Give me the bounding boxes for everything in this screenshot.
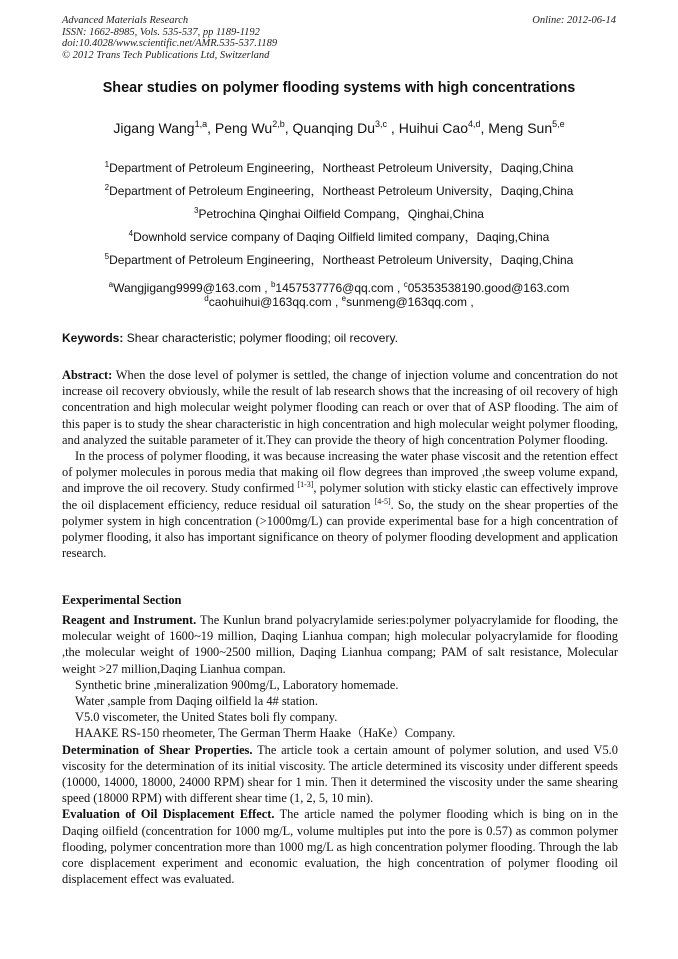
keywords: [62, 331, 618, 345]
body-paragraph: [62, 806, 618, 887]
email-address: caohuihui@163qq.com ,: [208, 295, 342, 309]
author-sup: 2,b: [272, 119, 285, 129]
author-list: [0, 120, 678, 136]
online-date: Online: 2012-06-14: [532, 15, 616, 26]
affiliation: [0, 228, 678, 245]
doi-line: doi:10.4028/www.scientific.net/AMR.535-537.1189: [62, 38, 278, 49]
body-paragraph: [62, 742, 618, 807]
abstract-paragraph: [62, 367, 618, 448]
abstract-text: . So, the study on the shear properties of the polymer system in high concentration (>1000mg/L) can provide experimental base for a high concentration of polymer flooding, it also has important significance on theory of polymer flooding development and application research.: [62, 497, 618, 561]
citation: [4-5]: [374, 496, 391, 506]
author-name: Meng Sun: [488, 120, 553, 136]
affiliation-text: Downhold service company of Daqing Oilfield limited company，Daqing,China: [133, 230, 550, 244]
affiliation-sup: 2: [104, 183, 110, 192]
issn-line: ISSN: 1662-8985, Vols. 535-537, pp 1189-1192: [62, 26, 260, 38]
author-sup: 5,e: [552, 119, 565, 129]
author-name: Quanqing Du: [292, 120, 376, 136]
email-sup: c: [403, 280, 408, 289]
abstract-paragraph: [62, 448, 618, 561]
affiliation-text: Department of Petroleum Engineering，Northeast Petroleum University，Daqing,China: [109, 253, 574, 267]
email-line: [0, 281, 678, 295]
experimental-section: [62, 612, 618, 887]
body-paragraph: [62, 612, 618, 677]
keywords-label: Keywords:: [62, 331, 124, 345]
subsection-label: Reagent and Instrument.: [62, 613, 197, 627]
abstract-label: Abstract:: [62, 368, 113, 382]
abstract-text: , polymer solution with sticky elastic can effectively improve the oil displacement efficiency, reduce residual oil saturation: [62, 481, 618, 512]
author-sep: ,: [284, 120, 293, 136]
list-item: HAAKE RS-150 rheometer, The German Therm Haake（HaKe）Company.: [75, 726, 456, 741]
email-address: 1457537776@qq.com ,: [275, 281, 404, 295]
affiliation-sup: 1: [104, 160, 110, 169]
abstract-text: When the dose level of polymer is settled, the change of injection volume and concentration do not increase oil recovery obviously, while the result of lab research shows that the increasing of oil recovery of high concentration and high molecular weight polymer flooding can reach or over that of ASP flooding. The aim of this paper is to study the shear characteristic in high concentration and high molecular weight polymer flooding, and analyzed the suitable parameter of it.They can provide the theory of high concentration Polymer flooding.: [62, 368, 618, 447]
author-name: Huihui Cao: [398, 120, 468, 136]
citation: [1-3]: [297, 480, 314, 490]
list-item: V5.0 viscometer, the United States boli fly company.: [75, 710, 338, 725]
affiliation-sup: 4: [128, 229, 134, 238]
affiliation-text: Department of Petroleum Engineering，Northeast Petroleum University，Daqing,China: [109, 184, 574, 198]
author-name: Jigang Wang: [113, 120, 195, 136]
list-item: Water ,sample from Daqing oilfield la 4# station.: [75, 694, 318, 709]
copyright-line: © 2012 Trans Tech Publications Ltd, Switzerland: [62, 49, 270, 61]
author-sep: ,: [387, 120, 399, 136]
author-sup: 4,d: [467, 119, 481, 129]
body-text: The article took a certain amount of polymer solution, and used V5.0 viscosity for the determination of its initial viscosity. The article determined its viscosity under different speeds (10000, 14000, 18000, 24000 RPM) shear for 1 min. Then it determined the viscosity under the same shearing speed (18000 RPM) with different shear time (1, 2, 5, 10 min).: [62, 742, 618, 806]
abstract-text: In the process of polymer flooding, it was because increasing the water phase viscosit and the retention effect of polymer molecules in porous media that making oil flow degrees than improved ,the sweep volume expand, and improve the oil recovery. Study confirmed: [62, 449, 618, 496]
affiliation-sup: 5: [104, 252, 110, 261]
affiliation: [0, 205, 678, 222]
email-sup: a: [108, 280, 114, 289]
journal-header: [62, 15, 618, 61]
keywords-text: Shear characteristic; polymer flooding; oil recovery.: [123, 331, 398, 345]
affiliation: [0, 251, 678, 268]
affiliation: [0, 182, 678, 199]
email-line: [0, 295, 678, 309]
affiliation-text: Petrochina Qinghai Oilfield Compang，Qinghai,China: [198, 207, 484, 221]
email-sup: b: [270, 280, 276, 289]
email-sup: d: [204, 294, 209, 303]
body-text: The Kunlun brand polyacrylamide series:polymer polyacrylamide for flooding, the molecular weight of 1600~19 million, Daqing Lianhua compan; high molecular polyacrylamide for flooding ,the molecular weight of 1900~2500 million, Daqing Lianhua compang; PAM of salt resistance, Molecular weight >27 million,Daqing Lianhua compan.: [62, 613, 618, 676]
subsection-label: Determination of Shear Properties.: [62, 742, 253, 757]
journal-name: Advanced Materials Research: [62, 15, 189, 26]
affiliation: [0, 159, 678, 176]
author-emails: [0, 281, 678, 309]
subsection-label: Evaluation of Oil Displacement Effect.: [62, 807, 275, 822]
affiliation-text: Department of Petroleum Engineering，Northeast Petroleum University，Daqing,China: [109, 161, 574, 175]
affiliation-sup: 3: [194, 206, 199, 215]
author-sep: ,: [207, 120, 215, 136]
email-sup: e: [341, 294, 347, 303]
list-item: Synthetic brine ,mineralization 900mg/L, Laboratory homemade.: [75, 677, 399, 692]
author-sup: 1,a: [194, 119, 208, 129]
author-sup: 3,c: [375, 119, 388, 129]
email-address: Wangjigang9999@163.com ,: [113, 281, 271, 295]
paper-title: Shear studies on polymer flooding systems with high concentrations: [102, 80, 576, 96]
email-address: sunmeng@163qq.com ,: [346, 295, 474, 309]
email-address: 05353538190.good@163.com: [407, 281, 570, 295]
abstract: [62, 367, 618, 561]
author-name: Peng Wu: [214, 120, 273, 136]
author-sep: ,: [480, 120, 489, 136]
body-text: The article named the polymer flooding which is bing on in the Daqing oilfield (concentration for 1000 mg/L, volume multiples put into the pore is 0.57) as common polymer flooding, polymer concentration more than 1000 mg/L as high concentration polymer flooding. Through the lab core displacement experiment and economic evaluation, the high concentration of polymer flooding oil displacement effect was evaluated.: [62, 807, 618, 887]
section-heading: Eexperimental Section: [62, 593, 182, 607]
